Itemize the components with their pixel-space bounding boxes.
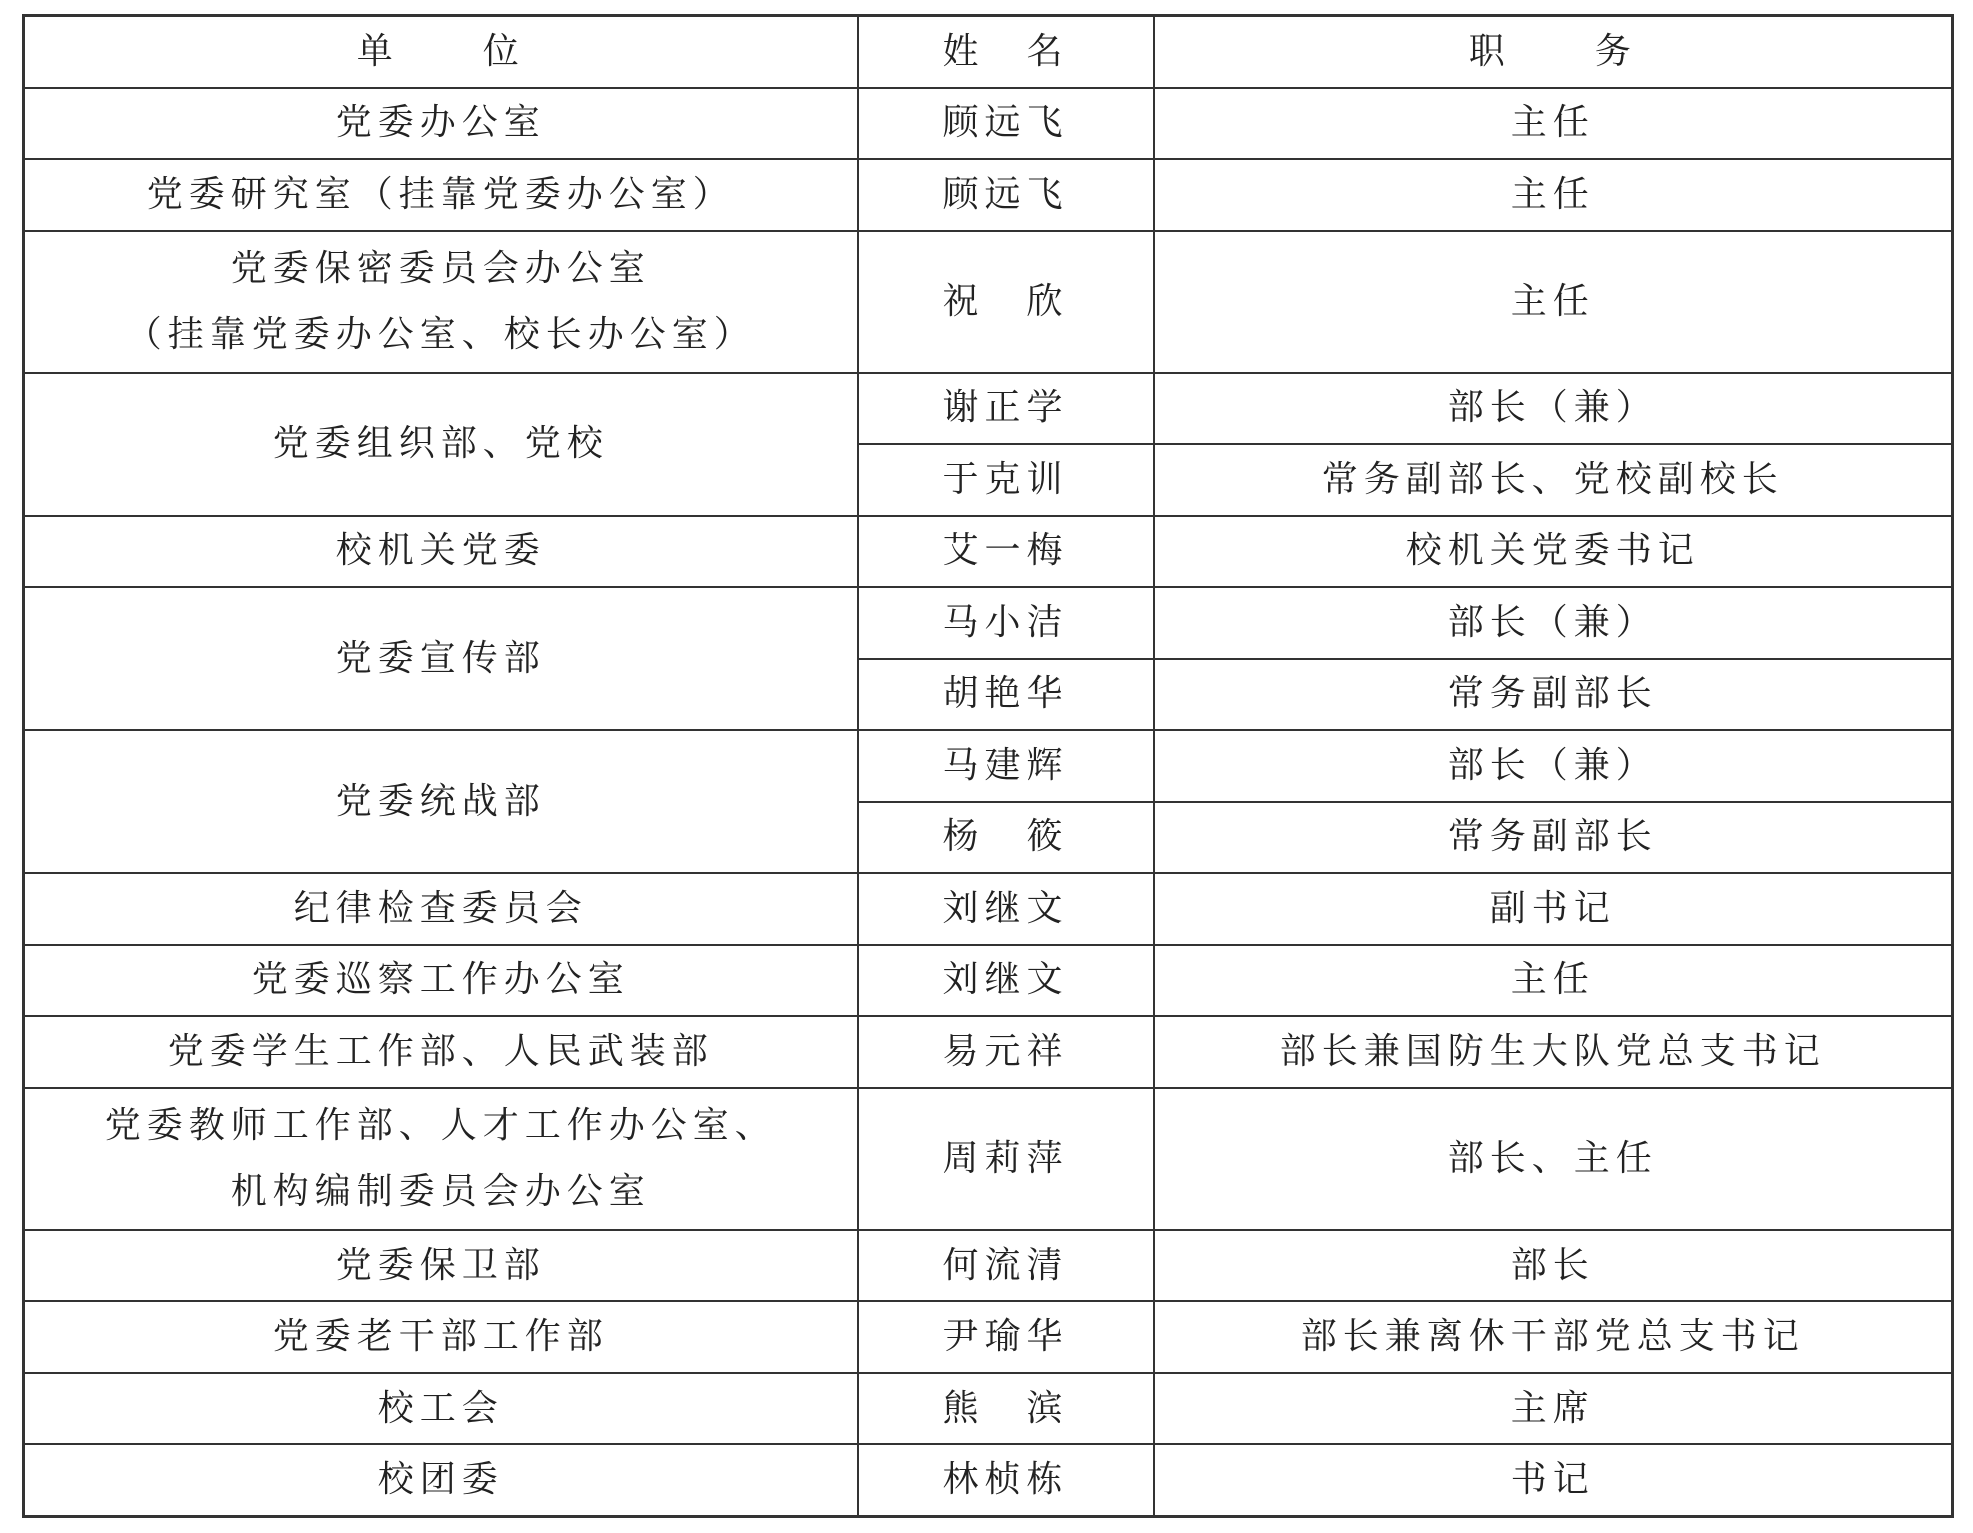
unit-cell: 党委老干部工作部 [24,1301,858,1373]
table-row [24,516,1953,588]
duty-cell: 主任 [1154,231,1953,373]
table-row [24,873,1953,945]
name-cell: 谢正学 [858,373,1154,445]
unit-cell: 党委巡察工作办公室 [24,945,858,1017]
duty-cell: 副书记 [1154,873,1953,945]
table-row [24,1301,1953,1373]
name-cell: 刘继文 [858,945,1154,1017]
header-unit: 单 位 [24,16,858,88]
header-name: 姓 名 [858,16,1154,88]
duty-cell: 主任 [1154,945,1953,1017]
table-row [24,1444,1953,1516]
name-cell: 艾一梅 [858,516,1154,588]
name-cell: 周莉萍 [858,1088,1154,1230]
personnel-table [22,14,1954,1518]
duty-cell: 常务副部长、党校副校长 [1154,444,1953,516]
duty-cell: 部长（兼） [1154,730,1953,802]
name-cell: 马小洁 [858,587,1154,659]
unit-cell: 校团委 [24,1444,858,1516]
duty-cell: 常务副部长 [1154,659,1953,731]
duty-cell: 主任 [1154,88,1953,160]
duty-cell: 部长（兼） [1154,373,1953,445]
duty-cell: 部长兼离休干部党总支书记 [1154,1301,1953,1373]
table-row [24,373,1953,445]
name-cell: 胡艳华 [858,659,1154,731]
name-cell: 熊 滨 [858,1373,1154,1445]
unit-cell: 党委办公室 [24,88,858,160]
table-row [24,587,1953,659]
unit-line: 机构编制委员会办公室 [230,1170,651,1212]
name-cell: 何流清 [858,1230,1154,1302]
duty-cell: 主席 [1154,1373,1953,1445]
unit-cell: 党委研究室（挂靠党委办公室） [24,159,858,231]
duty-cell: 校机关党委书记 [1154,516,1953,588]
name-cell: 于克训 [858,444,1154,516]
table-row [24,945,1953,1017]
table-row [24,231,1953,373]
duty-cell: 部长兼国防生大队党总支书记 [1154,1016,1953,1088]
name-cell: 顾远飞 [858,88,1154,160]
unit-cell: 党委学生工作部、人民武装部 [24,1016,858,1088]
table-row [24,1373,1953,1445]
duty-cell: 部长 [1154,1230,1953,1302]
unit-line: 党委教师工作部、人才工作办公室、 [104,1104,777,1146]
header-duty: 职 务 [1154,16,1953,88]
unit-cell: 纪律检查委员会 [24,873,858,945]
table-row [24,159,1953,231]
unit-cell: 校工会 [24,1373,858,1445]
table-row [24,88,1953,160]
table-row [24,1016,1953,1088]
table-row [24,1230,1953,1302]
name-cell: 易元祥 [858,1016,1154,1088]
unit-line: （挂靠党委办公室、校长办公室） [125,313,756,355]
duty-cell: 主任 [1154,159,1953,231]
duty-cell: 常务副部长 [1154,802,1953,874]
unit-cell [24,1088,858,1230]
name-cell: 祝 欣 [858,231,1154,373]
unit-cell: 党委组织部、党校 [24,373,858,516]
unit-line: 党委保密委员会办公室 [230,247,651,289]
unit-cell: 党委宣传部 [24,587,858,730]
name-cell: 林桢栋 [858,1444,1154,1516]
name-cell: 马建辉 [858,730,1154,802]
name-cell: 顾远飞 [858,159,1154,231]
unit-cell [24,231,858,373]
duty-cell: 部长（兼） [1154,587,1953,659]
unit-cell: 党委统战部 [24,730,858,873]
duty-cell: 部长、主任 [1154,1088,1953,1230]
unit-cell: 校机关党委 [24,516,858,588]
name-cell: 杨 筱 [858,802,1154,874]
unit-cell: 党委保卫部 [24,1230,858,1302]
table-row [24,1088,1953,1230]
table-row [24,730,1953,802]
table-header-row [24,16,1953,88]
duty-cell: 书记 [1154,1444,1953,1516]
name-cell: 刘继文 [858,873,1154,945]
name-cell: 尹瑜华 [858,1301,1154,1373]
